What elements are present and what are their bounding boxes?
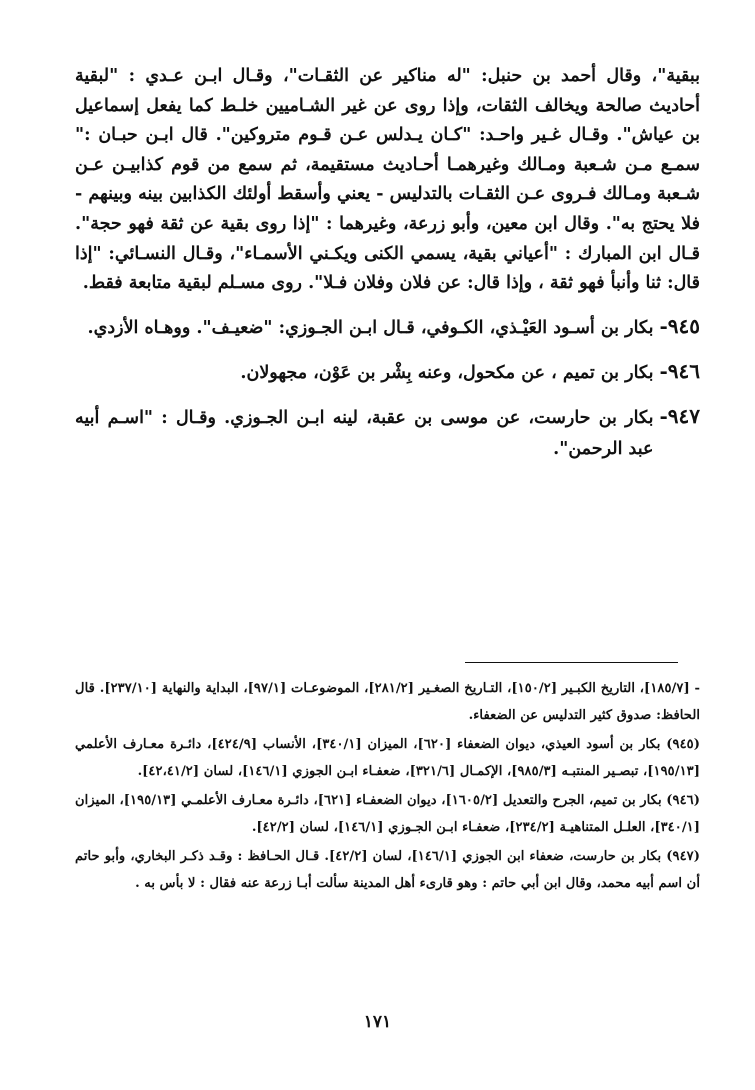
page-number: ١٧١	[363, 1012, 392, 1032]
entry-number: ٩٤٥-	[659, 313, 700, 338]
footnote: (٩٤٦) بكار بن تميم، الجرح والتعديل [١٦٠٥/٢]، ديوان الضعفـاء [٦٢١]، دائـرة معـارف الأعلمـي [١٩٥/١٣]، الميزان [٣٤٠/١]، العلـل المتناهيـة [٢٣٤/٢]، ضعفـاء ابـن الجـوزي [١٤٦/١]، لسان [٤٢/٢].	[75, 793, 700, 835]
entry-number: ٩٤٦-	[659, 358, 700, 383]
entry-number: ٩٤٧-	[659, 403, 700, 428]
entry-946	[75, 358, 700, 389]
continuation-paragraph: ببقية"، وقال أحمد بن حنبل: "له مناكير عن الثقـات"، وقـال ابـن عـدي : "لبقية أحاديث صالحة ويخالف الثقات، وإذا روى عن غير الشـاميين خلـط كما يفعل إسماعيل بن عياش". وقـال غـير واحـد: "كـان يـدلس عـن قـوم متروكين". قال ابـن حبـان :" سمـع مـن شـعبة ومـالك وغيرهمـا أحـاديث مستقيمة، ثم سمع من قوم كذابيـن عـن شـعبة ومـالك فـروى عـن الثقـات بالتدليس - يعني وأسقط أولئك الكذابين بينه وبينهم - فلا يحتج به". وقال ابن معين، وأبو زرعة، وغيرهما : "إذا روى بقية عن ثقة فهو حجة". قـال ابن المبارك : "أعياني بقية، يسمي الكنى ويكـني الأسمـاء"، وقـال النسـائي: "إذا قال: ثنا وأنبأ فهو ثقة ، وإذا قال: عن فلان وفلان فـلا". روى مسـلم لبقية متابعة فقط.	[75, 66, 700, 294]
entry-text: بكار بن حارست، عن موسى بن عقبة، لينه ابـن الجـوزي. وقـال : "اسـم أبيه عبد الرحمن".	[75, 407, 654, 459]
footnote-separator	[465, 662, 678, 663]
page-body	[75, 62, 700, 465]
entry-text: بكار بن تميم ، عن مكحول، وعنه بِشْر بن عَوْن، مجهولان.	[240, 362, 654, 383]
entry-945	[75, 313, 700, 344]
entry-text: بكار بن أسـود العَيْـذي، الكـوفي، قـال ابـن الجـوزي: "ضعيـف". ووهـاه الأزدي.	[87, 317, 654, 338]
footnote: (٩٤٥) بكار بن أسود العيذي، ديوان الضعفاء [٦٢٠]، الميزان [٣٤٠/١]، الأنساب [٤٢٤/٩]، دائـرة معـارف الأعلمي [١٩٥/١٣]، تبصـير المنتبـه [٩٨٥/٣]، الإكمـال [٣٢١/٦]، ضعفـاء ابـن الجوزي [١٤٦/١]، لسان [٤٢،٤١/٢].	[75, 737, 700, 779]
footnote: (٩٤٧) بكار بن حارست، ضعفاء ابن الجوزي [١٤٦/١]، لسان [٤٢/٢]. قـال الحـافظ : وقـد ذكـر البخاري، وأبو حاتم أن اسم أبيه محمد، وقال ابن أبي حاتم : وهو قارىء أهل المدينة سألت أبـا زرعة عنه فقال : لا بأس به .	[75, 849, 700, 891]
main-text	[75, 62, 700, 465]
footnotes	[75, 676, 700, 900]
entry-947	[75, 403, 700, 465]
footnote: - [١٨٥/٧]، التاريخ الكبـير [١٥٠/٢]، التـاريخ الصغـير [٢٨١/٢]، الموضوعـات [٩٧/١]، البداية والنهاية [٢٣٧/١٠]. قال الحافظ: صدوق كثير التدليس عن الضعفاء.	[75, 681, 701, 723]
